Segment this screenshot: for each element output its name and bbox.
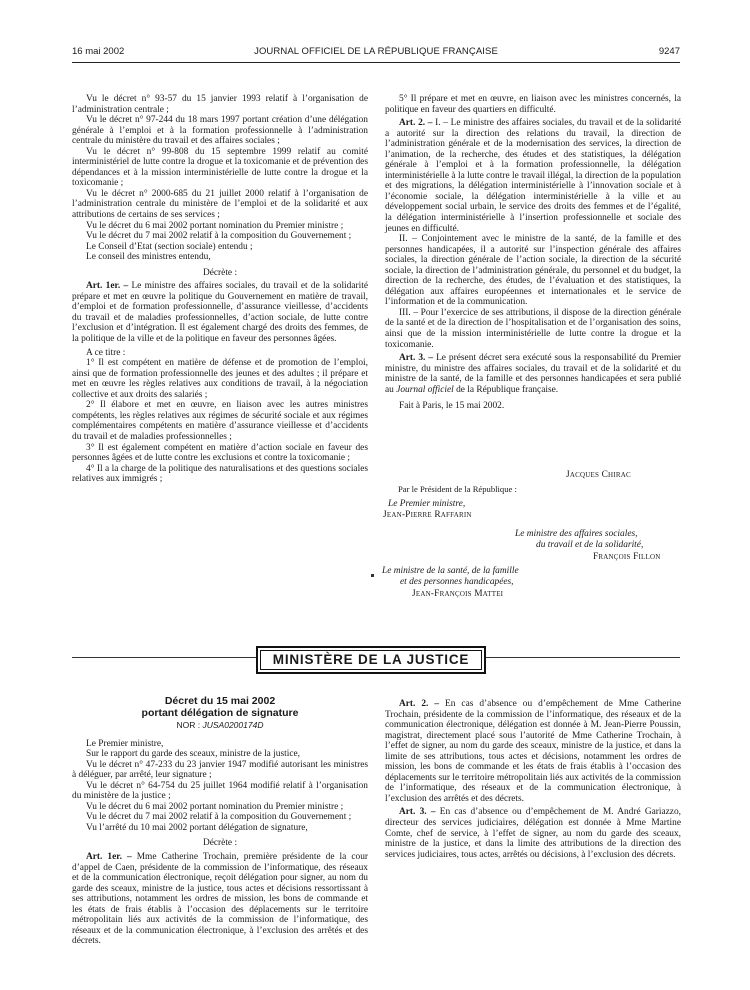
ministre-sante-name: Jean-François Mattei [412, 589, 504, 599]
visa: Le Conseil d’Etat (section sociale) entendu ; [86, 241, 253, 252]
decree-title-line-1: Décret du 15 mai 2002 [164, 695, 276, 707]
upper-decree-left-column [72, 94, 368, 485]
intro-line: Vu l’arrêté du 10 mai 2002 portant délégation de signature, [86, 822, 308, 833]
ministre-affaires-title-2: du travail et de la solidarité, [536, 540, 644, 550]
margin-mark [371, 574, 374, 577]
article-2-part-3: III. – Pour l’exercice de ses attributions, il dispose de la direction générale de la santé et de la direction de l’hospitalisation et de l’organisation des soins, ainsi que de la mission interministérielle de lutte contre la drogue et la toxicomanie. [385, 307, 681, 350]
ministre-sante-title-2: et des personnes handicapées, [400, 577, 514, 587]
upper-decree-right-column [385, 94, 681, 412]
ministre-affaires-title-1: Le ministre des affaires sociales, [515, 529, 638, 539]
intro-line: Vu le décret du 7 mai 2002 relatif à la composition du Gouvernement ; [86, 812, 352, 823]
visa: Vu le décret du 7 mai 2002 relatif à la composition du Gouvernement ; [86, 231, 352, 242]
article-text: Le présent décret sera exécuté sous la responsabilité du Premier ministre, du ministre des affaires sociales, du travail et de la solidarité et du ministre de la santé, de la famille et des personnes handicapées et sera publié au [385, 353, 681, 395]
premier-ministre-title: Le Premier ministre, [388, 499, 466, 509]
article-label: Art. 1er. – [86, 852, 132, 863]
journal-title: JOURNAL OFFICIEL DE LA RÉPUBLIQUE FRANÇAISE [254, 46, 498, 57]
visa: Vu le décret du 6 mai 2002 portant nomination du Premier ministre ; [86, 220, 344, 231]
intro-line: Vu le décret n° 64-754 du 25 juillet 1964 modifié relatif à l’organisation du ministère de la justice ; [72, 780, 368, 802]
article-text-end: de la République française. [453, 384, 559, 395]
decrete-heading: Décrète : [202, 838, 238, 849]
article-2-part-2: II. – Conjointement avec le ministre de la santé, de la famille et des personnes handicapées, il a autorité sur l’inspection générale des affaires sociales, la direction générale de l’action sociale, la direction de la sécurité sociale, la direction de l’administration générale, du personnel et du budget, la direction de la recherche, des études, de l’évaluation et des statistiques, la délégation aux affaires européennes et internationales et le service de l’information et de la communication. [385, 234, 681, 308]
article-1 [72, 852, 368, 947]
ministre-sante-title-1: Le ministre de la santé, de la famille [382, 566, 519, 576]
page-number: 9247 [658, 46, 680, 57]
visa: Vu le décret n° 2000-685 du 21 juillet 2000 relatif à l’organisation de l’administration centrale du ministère de l’emploi et de la solidarité et aux attributions de certains de ses services ; [72, 188, 368, 221]
decrete-heading: Décrète : [202, 267, 238, 278]
premier-ministre-name: Jean-Pierre Raffarin [383, 510, 472, 520]
intro-line: Vu le décret du 6 mai 2002 portant nomination du Premier ministre ; [86, 801, 344, 812]
attribution-item: 3° Il est également compétent en matière d’action sociale en faveur des personnes âgées et de lutte contre les exclusions et contre la toxicomanie ; [72, 442, 368, 464]
article-label: Art. 3. – [399, 353, 434, 364]
nor-label: NOR : [176, 720, 203, 730]
header-rule [72, 62, 680, 63]
nor-code: JUSA0200174D [202, 720, 264, 730]
lower-decree-left-column [72, 696, 368, 947]
visa: Vu le décret n° 93-57 du 15 janvier 1993 relatif à l’organisation de l’administration centrale ; [72, 94, 368, 115]
article-label: Art. 2. – [399, 118, 433, 129]
article-text: En cas d’absence ou d’empêchement de M. André Gariazzo, directeur des services judiciaires, délégation est donnée à Mme Martine Comte, chef de service, à l’effet de signer, au nom du garde des sceaux, ministre de la justice, et dans la limite des attributions de la direction des services judiciaires, tous actes, arrêtés ou décisions, à l’exclusion des décrets. [385, 807, 682, 860]
article-label: Art. 2. – [399, 699, 440, 709]
article-label: Art. 3. – [399, 807, 436, 818]
intro-line: Sur le rapport du garde des sceaux, ministre de la justice, [86, 749, 300, 760]
article-3 [385, 353, 681, 395]
par-le-president: Par le Président de la République : [398, 484, 517, 494]
fait-a-paris: Fait à Paris, le 15 mai 2002. [399, 401, 505, 412]
visa: Vu le décret n° 99-808 du 15 septembre 1999 relatif au comité interministériel de lutte contre la drogue et la toxicomanie et de prévention des dépendances et à la mission interministérielle de lutte contre la drogue et la toxicomanie ; [72, 146, 368, 189]
a-ce-titre: A ce titre : [86, 347, 126, 358]
attribution-item: 2° Il élabore et met en œuvre, en liaison avec les autres ministres compétents, les règles relatives aux régimes de sécurité sociale et aux régimes complémentaires compétents en matière d’assurance vieillesse et d’accidents du travail et de maladies professionnelles ; [72, 400, 368, 442]
attribution-item: 5° Il prépare et met en œuvre, en liaison avec les ministres concernés, la politique en faveur des quartiers en difficulté. [385, 94, 681, 115]
visa: Vu le décret n° 97-244 du 18 mars 1997 portant création d’une délégation générale à l’emploi et à la formation professionnelle à l’administration centrale du ministère du travail et des affaires sociales ; [72, 115, 368, 147]
attribution-item: 1° Il est compétent en matière de défense et de promotion de l’emploi, ainsi que de formation professionnelle des jeunes et des adultes ; il prépare et met en œuvre les règles relatives aux conditions de travail, à la négociation collective et aux droits des salariés ; [72, 358, 368, 400]
nor-reference [72, 720, 368, 731]
article-text: Le ministre des affaires sociales, du travail et de la solidarité prépare et met en œuvre la politique du Gouvernement en matière de travail, d’emploi et de formation professionnelle, d’assurance vieillesse, d’accidents du travail et de maladies professionnelles, d’action sociale, de lutte contre l’exclusion et d’intégration. Il est également chargé des droits des femmes, de la politique de la ville et de la politique en faveur des personnes âgées. [72, 281, 368, 345]
visa: Le conseil des ministres entendu, [86, 252, 211, 263]
article-2 [385, 699, 681, 804]
section-banner [256, 646, 486, 674]
article-label: Art. 1er. – [86, 281, 129, 292]
article-3 [385, 807, 681, 860]
article-text: Mme Catherine Trochain, première présidente de la cour d’appel de Caen, présidente de la commission de l’informatique, des réseaux et de la communication électronique, reçoit délégation pour signer, au nom du garde des sceaux, ministre de la justice, tous actes et décisions ressortissant à ses attributions, notamment les ordres de mission, les bons de commande et les états de frais établis à l’occasion des déplacements sur le territoire métropolitain liés aux activités de la commission de l’informatique, des réseaux et de la communication électronique, à l’exclusion des arrêtés et des décrets. [72, 852, 368, 947]
intro-line: Vu le décret n° 47-233 du 23 janvier 1947 modifié autorisant les ministres à déléguer, par arrêté, leur signature ; [72, 759, 368, 781]
signature-president: Jacques Chirac [566, 470, 631, 480]
article-2 [385, 118, 681, 234]
article-1 [72, 281, 368, 344]
decree-title-line-2: portant délégation de signature [141, 706, 299, 719]
page-header [72, 46, 680, 60]
article-text: En cas d’absence ou d’empêchement de Mme Catherine Trochain, présidente de la commission de l’informatique, des réseaux et de la communication électronique, délégation est donnée à M. Jean-Pierre Poussin, magistrat, directement placé sous l’autorité de Mme Catherine Trochain, à l’effet de signer, au nom du garde des sceaux, ministre de la justice, et dans la limite de ses attributions, tous actes et décisions, notamment les ordres de mission, les bons de commande et les états de frais établis à l’occasion des déplacements sur le territoire métropolitain liés aux activités de la commission de l’informatique, des réseaux et de la communication électronique, à l’exclusion des arrêtés et des décrets. [385, 699, 681, 804]
header-date: 16 mai 2002 [72, 46, 125, 57]
section-banner-title: MINISTÈRE DE LA JUSTICE [260, 650, 482, 670]
lower-decree-right-column [385, 696, 681, 860]
article-text: I. – Le ministre des affaires sociales, du travail et de la solidarité a autorité sur la direction des relations du travail, la direction de l’administration générale et de la modernisation des services, la direction de l’animation, de la recherche, des études et des statistiques, la délégation générale à l’emploi et à la formation professionnelle, la délégation interministérielle à la lutte contre le travail illégal, la direction de la population et des migrations, la délégation interministérielle à l’innovation sociale et à l’économie sociale, la délégation interministérielle à la ville et au développement social urbain, le service des droits des femmes et de l’égalité, la délégation interministérielle à l’insertion professionnelle et sociale des jeunes en difficulté. [385, 118, 681, 234]
attribution-item: 4° Il a la charge de la politique des naturalisations et des questions sociales relatives aux immigrés ; [72, 463, 368, 485]
journal-officiel-italic: Journal officiel [396, 384, 454, 395]
intro-line: Le Premier ministre, [86, 738, 164, 749]
ministre-affaires-name: François Fillon [593, 552, 661, 562]
